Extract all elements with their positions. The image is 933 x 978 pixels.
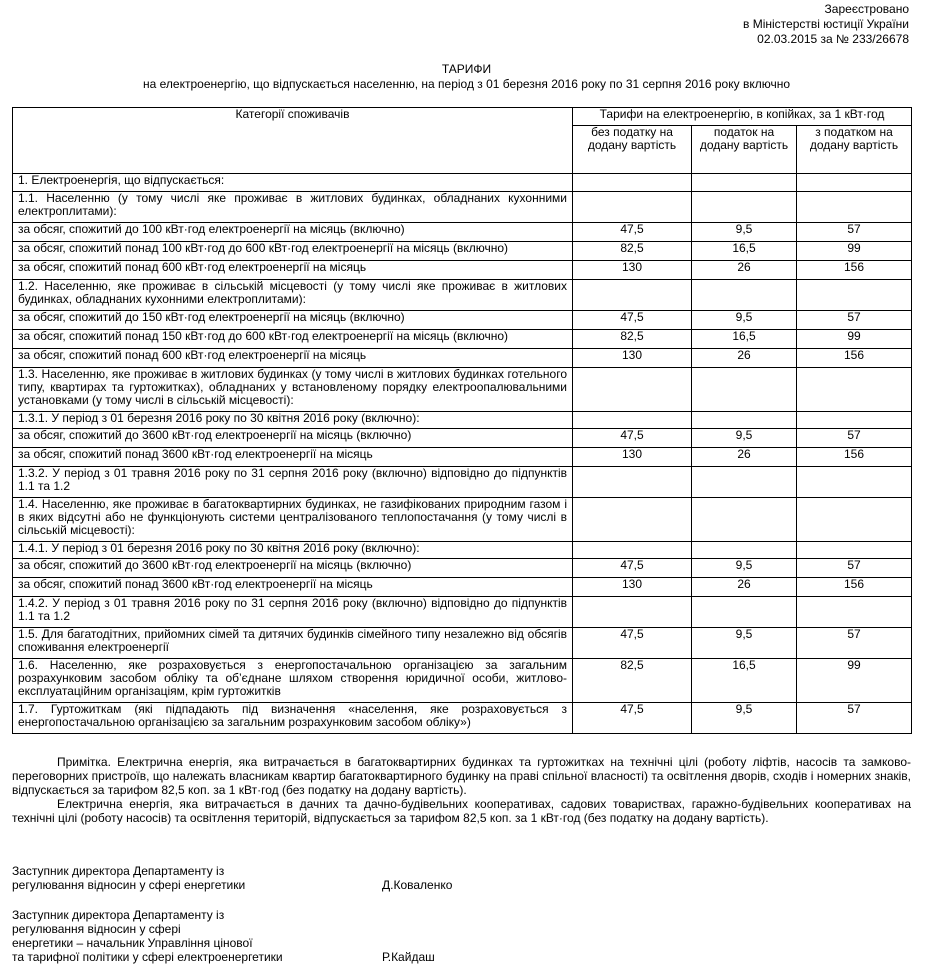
row-value-no-vat	[573, 597, 692, 628]
row-category-cell: 1.7. Гуртожиткам (які підпадають під визначення «населення, яке розраховується з енергопостачальною організацією за загальним розрахунковим засобом обліку»)	[13, 703, 573, 734]
row-category-cell: 1.3.2. У період з 01 травня 2016 року по 31 серпня 2016 року (включно) відповідно до підпунктів 1.1 та 1.2	[13, 467, 573, 498]
row-value-vat: 26	[692, 578, 797, 597]
row-value-no-vat: 47,5	[573, 429, 692, 448]
header-vat: податок на додану вартість	[692, 126, 797, 174]
table-row	[13, 261, 912, 280]
row-category-cell: 1.5. Для багатодітних, прийомних сімей та дитячих будинків сімейного типу незалежно від обсягів споживання електроенергії	[13, 628, 573, 659]
row-value-no-vat: 47,5	[573, 559, 692, 578]
signature-2-line-2: регулювання відносин у сфері	[12, 922, 181, 936]
note-1: Примітка. Електрична енергія, яка витрачається в багатоквартирних будинках та гуртожитках на технічні цілі (роботу ліфтів, насосів та замково-переговорних пристроїв, що належать власникам квартир багатоквартирного будинку на праві спільної власності) та освітлення дворів, сходів і номерних знаків, відпускається за тарифом 82,5 коп. за 1 кВт·год (без податку на додану вартість).	[12, 755, 911, 797]
table-row	[13, 192, 912, 223]
row-value-vat: 9,5	[692, 559, 797, 578]
signature-2-line-4: та тарифної політики у сфері електроенергетики	[12, 950, 283, 964]
row-value-no-vat: 130	[573, 261, 692, 280]
row-value-no-vat	[573, 174, 692, 192]
signature-1-name: Д.Коваленко	[382, 878, 453, 892]
row-category-cell: за обсяг, спожитий понад 3600 кВт·год електроенергії на місяць	[13, 578, 573, 597]
row-value-with-vat: 57	[797, 703, 912, 734]
row-category-cell: 1.1. Населенню (у тому числі яке проживає в житлових будинках, обладнаних кухонними електроплитами):	[13, 192, 573, 223]
document-title: ТАРИФИ	[441, 62, 492, 76]
table-row	[13, 542, 912, 559]
row-value-with-vat	[797, 467, 912, 498]
row-category-cell: за обсяг, спожитий до 100 кВт·год електроенергії на місяць (включно)	[13, 223, 573, 242]
row-value-vat: 9,5	[692, 628, 797, 659]
header-no-vat: без податку на додану вартість	[573, 126, 692, 174]
row-value-no-vat: 130	[573, 448, 692, 467]
row-value-with-vat	[797, 597, 912, 628]
row-value-with-vat	[797, 412, 912, 429]
header-with-vat: з податком на додану вартість	[797, 126, 912, 174]
signature-block-2	[12, 908, 435, 964]
table-row	[13, 498, 912, 542]
row-value-vat: 26	[692, 261, 797, 280]
row-value-no-vat: 82,5	[573, 659, 692, 703]
table-row	[13, 330, 912, 349]
row-value-with-vat: 57	[797, 559, 912, 578]
row-value-vat	[692, 412, 797, 429]
row-value-with-vat	[797, 192, 912, 223]
registration-line-1: Зареєстровано	[824, 2, 909, 16]
row-category-cell: 1.6. Населенню, яке розраховується з енергопостачальною організацією за загальним розрахунковим засобом обліку та об’єднане шляхом створення юридичної особи, житлово-експлуатаційним організаціям, крім гуртожитків	[13, 659, 573, 703]
signature-2-name: Р.Кайдаш	[382, 950, 435, 964]
row-value-vat: 9,5	[692, 429, 797, 448]
header-tariffs: Тарифи на електроенергію, в копійках, за 1 кВт·год	[573, 108, 912, 126]
signature-2-line-3: енергетики – начальник Управління цінової	[12, 936, 253, 950]
row-value-with-vat	[797, 174, 912, 192]
row-value-vat	[692, 192, 797, 223]
row-category-cell: 1.2. Населенню, яке проживає в сільській місцевості (у тому числі яке проживає в житлових будинках, обладнаних кухонними електроплитами):	[13, 280, 573, 311]
row-value-no-vat: 130	[573, 349, 692, 368]
row-value-vat: 16,5	[692, 330, 797, 349]
table-row	[13, 242, 912, 261]
row-value-with-vat: 99	[797, 242, 912, 261]
row-category-cell: за обсяг, спожитий понад 150 кВт·год до 600 кВт·год електроенергії на місяць (включно)	[13, 330, 573, 349]
row-value-with-vat: 57	[797, 311, 912, 330]
row-value-no-vat	[573, 467, 692, 498]
table-row	[13, 174, 912, 192]
table-row	[13, 429, 912, 448]
row-category-cell: 1.4.2. У період з 01 травня 2016 року по 31 серпня 2016 року (включно) відповідно до підпунктів 1.1 та 1.2	[13, 597, 573, 628]
row-value-with-vat	[797, 542, 912, 559]
table-row	[13, 280, 912, 311]
table-row	[13, 597, 912, 628]
row-value-vat: 9,5	[692, 703, 797, 734]
row-category-cell: за обсяг, спожитий до 3600 кВт·год електроенергії на місяць (включно)	[13, 429, 573, 448]
row-value-vat	[692, 280, 797, 311]
row-value-vat: 16,5	[692, 242, 797, 261]
signature-1-line-2: регулювання відносин у сфері енергетики	[12, 878, 246, 892]
row-category-cell: 1. Електроенергія, що відпускається:	[13, 174, 573, 192]
table-row	[13, 448, 912, 467]
row-value-with-vat	[797, 498, 912, 542]
row-value-vat	[692, 542, 797, 559]
row-value-no-vat	[573, 498, 692, 542]
table-row	[13, 578, 912, 597]
row-category-cell: за обсяг, спожитий до 3600 кВт·год електроенергії на місяць (включно)	[13, 559, 573, 578]
row-value-no-vat	[573, 542, 692, 559]
row-value-vat: 16,5	[692, 659, 797, 703]
row-category-cell: 1.4.1. У період з 01 березня 2016 року по 30 квітня 2016 року (включно):	[13, 542, 573, 559]
document-title-block	[0, 62, 933, 92]
table-row	[13, 223, 912, 242]
table-header-row	[13, 108, 912, 126]
table-row	[13, 659, 912, 703]
table-row	[13, 628, 912, 659]
table-row	[13, 412, 912, 429]
registration-stamp	[743, 2, 909, 47]
row-value-no-vat: 47,5	[573, 311, 692, 330]
row-value-no-vat: 47,5	[573, 703, 692, 734]
row-value-no-vat: 47,5	[573, 628, 692, 659]
row-value-no-vat: 82,5	[573, 242, 692, 261]
row-category-cell: 1.3. Населенню, яке проживає в житлових будинках (у тому числі в житлових будинках готельного типу, квартирах та гуртожитках), обладнаних у встановленому порядку електроопалювальними установками (у тому числі в сільській місцевості):	[13, 368, 573, 412]
row-value-with-vat: 99	[797, 659, 912, 703]
row-value-with-vat: 57	[797, 628, 912, 659]
signature-2-line-1: Заступник директора Департаменту із	[12, 908, 225, 922]
row-category-cell: за обсяг, спожитий понад 600 кВт·год електроенергії на місяць	[13, 261, 573, 280]
row-value-with-vat	[797, 368, 912, 412]
row-value-no-vat	[573, 368, 692, 412]
row-value-vat: 26	[692, 448, 797, 467]
table-row	[13, 703, 912, 734]
row-value-with-vat: 57	[797, 223, 912, 242]
document-subtitle: на електроенергію, що відпускається населенню, на період з 01 березня 2016 року по 31 серпня 2016 року включно	[143, 77, 790, 91]
signature-block-1	[12, 864, 453, 892]
row-value-with-vat: 99	[797, 330, 912, 349]
row-category-cell: 1.3.1. У період з 01 березня 2016 року по 30 квітня 2016 року (включно):	[13, 412, 573, 429]
row-value-vat: 9,5	[692, 311, 797, 330]
row-value-no-vat	[573, 280, 692, 311]
table-row	[13, 311, 912, 330]
note-2: Електрична енергія, яка витрачається в дачних та дачно-будівельних кооперативах, садових товариствах, гаражно-будівельних кооперативах на технічні цілі (роботу насосів) та освітлення територій, відпускається за тарифом 82,5 коп. за 1 кВт·год (без податку на додану вартість).	[12, 797, 911, 825]
table-row	[13, 349, 912, 368]
row-category-cell: за обсяг, спожитий понад 100 кВт·год до 600 кВт·год електроенергії на місяць (включно)	[13, 242, 573, 261]
header-category: Категорії споживачів	[13, 108, 573, 174]
row-value-no-vat: 130	[573, 578, 692, 597]
registration-line-2: в Міністерстві юстиції України	[743, 17, 909, 31]
tariff-table	[12, 107, 912, 734]
row-value-vat	[692, 498, 797, 542]
row-category-cell: 1.4. Населенню, яке проживає в багатоквартирних будинках, не газифікованих природним газом і в яких відсутні або не функціонують системи централізованого теплопостачання (у тому числі в сільській місцевості):	[13, 498, 573, 542]
row-value-with-vat: 156	[797, 349, 912, 368]
row-value-with-vat: 156	[797, 261, 912, 280]
row-value-no-vat: 47,5	[573, 223, 692, 242]
row-category-cell: за обсяг, спожитий понад 3600 кВт·год електроенергії на місяць	[13, 448, 573, 467]
row-value-no-vat	[573, 412, 692, 429]
table-row	[13, 368, 912, 412]
row-value-with-vat	[797, 280, 912, 311]
row-value-vat: 9,5	[692, 223, 797, 242]
row-value-vat: 26	[692, 349, 797, 368]
notes	[12, 755, 911, 825]
signature-1-line-1: Заступник директора Департаменту із	[12, 864, 225, 878]
row-value-vat	[692, 597, 797, 628]
row-value-vat	[692, 467, 797, 498]
row-value-no-vat	[573, 192, 692, 223]
row-value-with-vat: 156	[797, 578, 912, 597]
row-category-cell: за обсяг, спожитий понад 600 кВт·год електроенергії на місяць	[13, 349, 573, 368]
row-value-vat	[692, 174, 797, 192]
row-value-with-vat: 57	[797, 429, 912, 448]
row-value-no-vat: 82,5	[573, 330, 692, 349]
table-row	[13, 559, 912, 578]
row-value-vat	[692, 368, 797, 412]
row-value-with-vat: 156	[797, 448, 912, 467]
row-category-cell: за обсяг, спожитий до 150 кВт·год електроенергії на місяць (включно)	[13, 311, 573, 330]
registration-line-3: 02.03.2015 за № 233/26678	[757, 32, 909, 46]
table-row	[13, 467, 912, 498]
